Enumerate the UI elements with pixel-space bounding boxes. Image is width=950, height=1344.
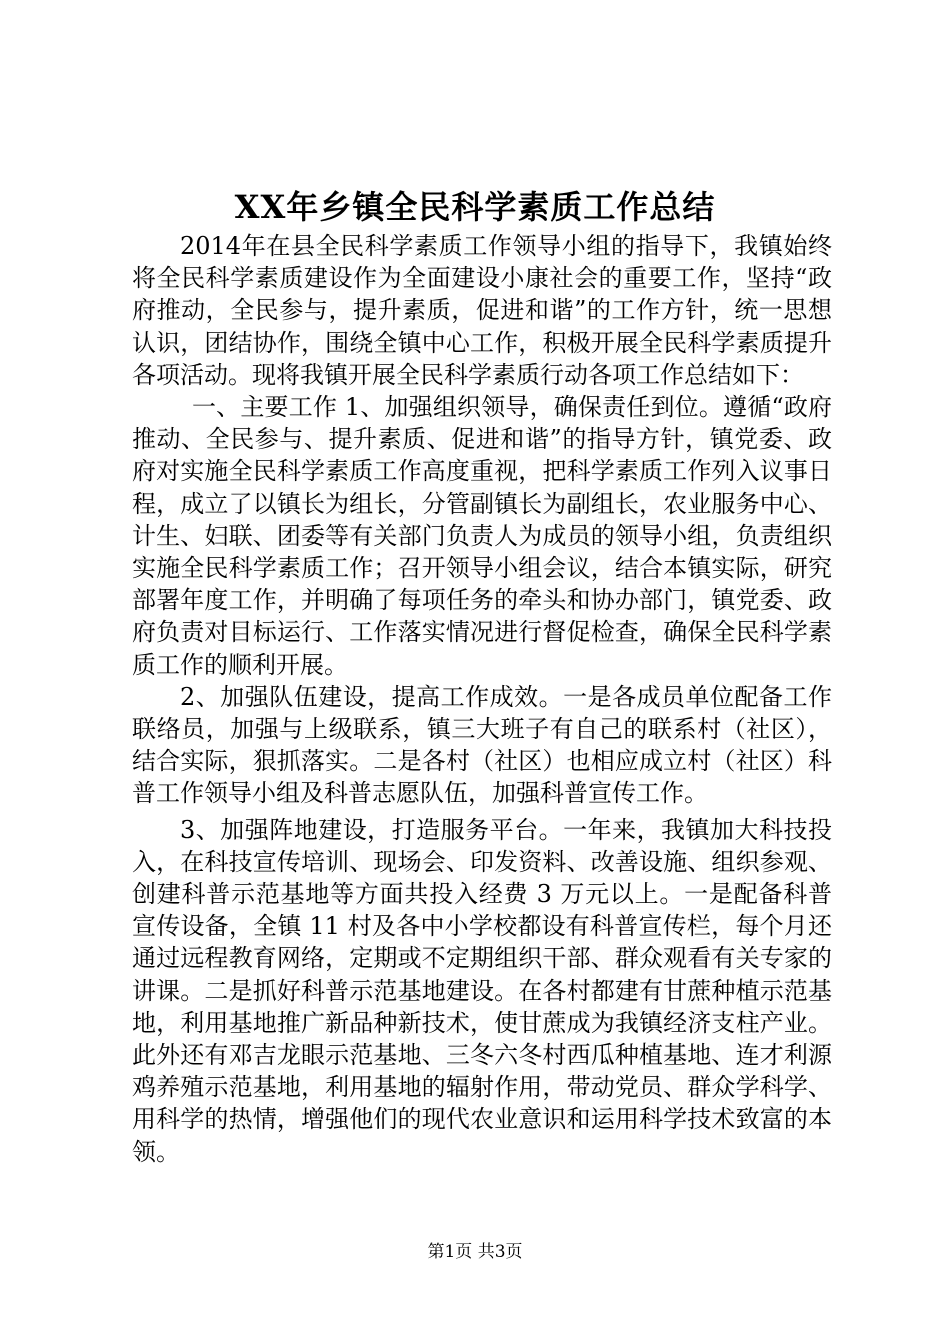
paragraph-platform: 3、加强阵地建设，打造服务平台。一年来，我镇加大科技投入，在科技宣传培训、现场会、印发资料、改善设施、组织参观、创建科普示范基地等方面共投入经费 3 万元以上。一是配备科普宣传设备，全镇 11 村及各中小学校都设有科普宣传栏，每个月还通过远程教育网络，定期或不定期组织干部、群众观看有关专家的讲课。二是抓好科普示范基地建设。在各村都建有甘蔗种植示范基地，利用基地推广新品种新技术，使甘蔗成为我镇经济支柱产业。此外还有邓吉龙眼示范基地、三冬六冬村西瓜种植基地、连才利源鸡养殖示范基地，利用基地的辐射作用，带动党员、群众学科学、用科学的热情，增强他们的现代农业意识和运用科学技术致富的本领。 (132, 815, 832, 1166)
document-title: XX年乡镇全民科学素质工作总结 (234, 188, 716, 226)
page-footer: 第1页 共3页 (427, 1242, 523, 1262)
paragraph-organization: 一、主要工作 1、加强组织领导，确保责任到位。遵循“政府推动、全民参与、提升素质、促进和谐”的指导方针，镇党委、政府对实施全民科学素质工作高度重视，把科学素质工作列入议事日程，成立了以镇长为组长，分管副镇长为副组长，农业服务中心、计生、妇联、团委等有关部门负责人为成员的领导小组，负责组织实施全民科学素质工作；召开领导小组会议，结合本镇实际，研究部署年度工作，并明确了每项任务的牵头和协办部门，镇党委、政府负责对目标运行、工作落实情况进行督促检查，确保全民科学素质工作的顺利开展。 (132, 393, 832, 679)
paragraph-intro: 2014年在县全民科学素质工作领导小组的指导下，我镇始终将全民科学素质建设作为全面建设小康社会的重要工作，坚持“政府推动，全民参与，提升素质，促进和谐”的工作方针，统一思想认识，团结协作，围绕全镇中心工作，积极开展全民科学素质提升各项活动。现将我镇开展全民科学素质行动各项工作总结如下： (132, 232, 832, 389)
paragraph-team: 2、加强队伍建设，提高工作成效。一是各成员单位配备工作联络员，加强与上级联系，镇三大班子有自己的联系村（社区），结合实际，狠抓落实。二是各村（社区）也相应成立村（社区）科普工作领导小组及科普志愿队伍，加强科普宣传工作。 (132, 682, 832, 808)
document-body (132, 230, 832, 1168)
